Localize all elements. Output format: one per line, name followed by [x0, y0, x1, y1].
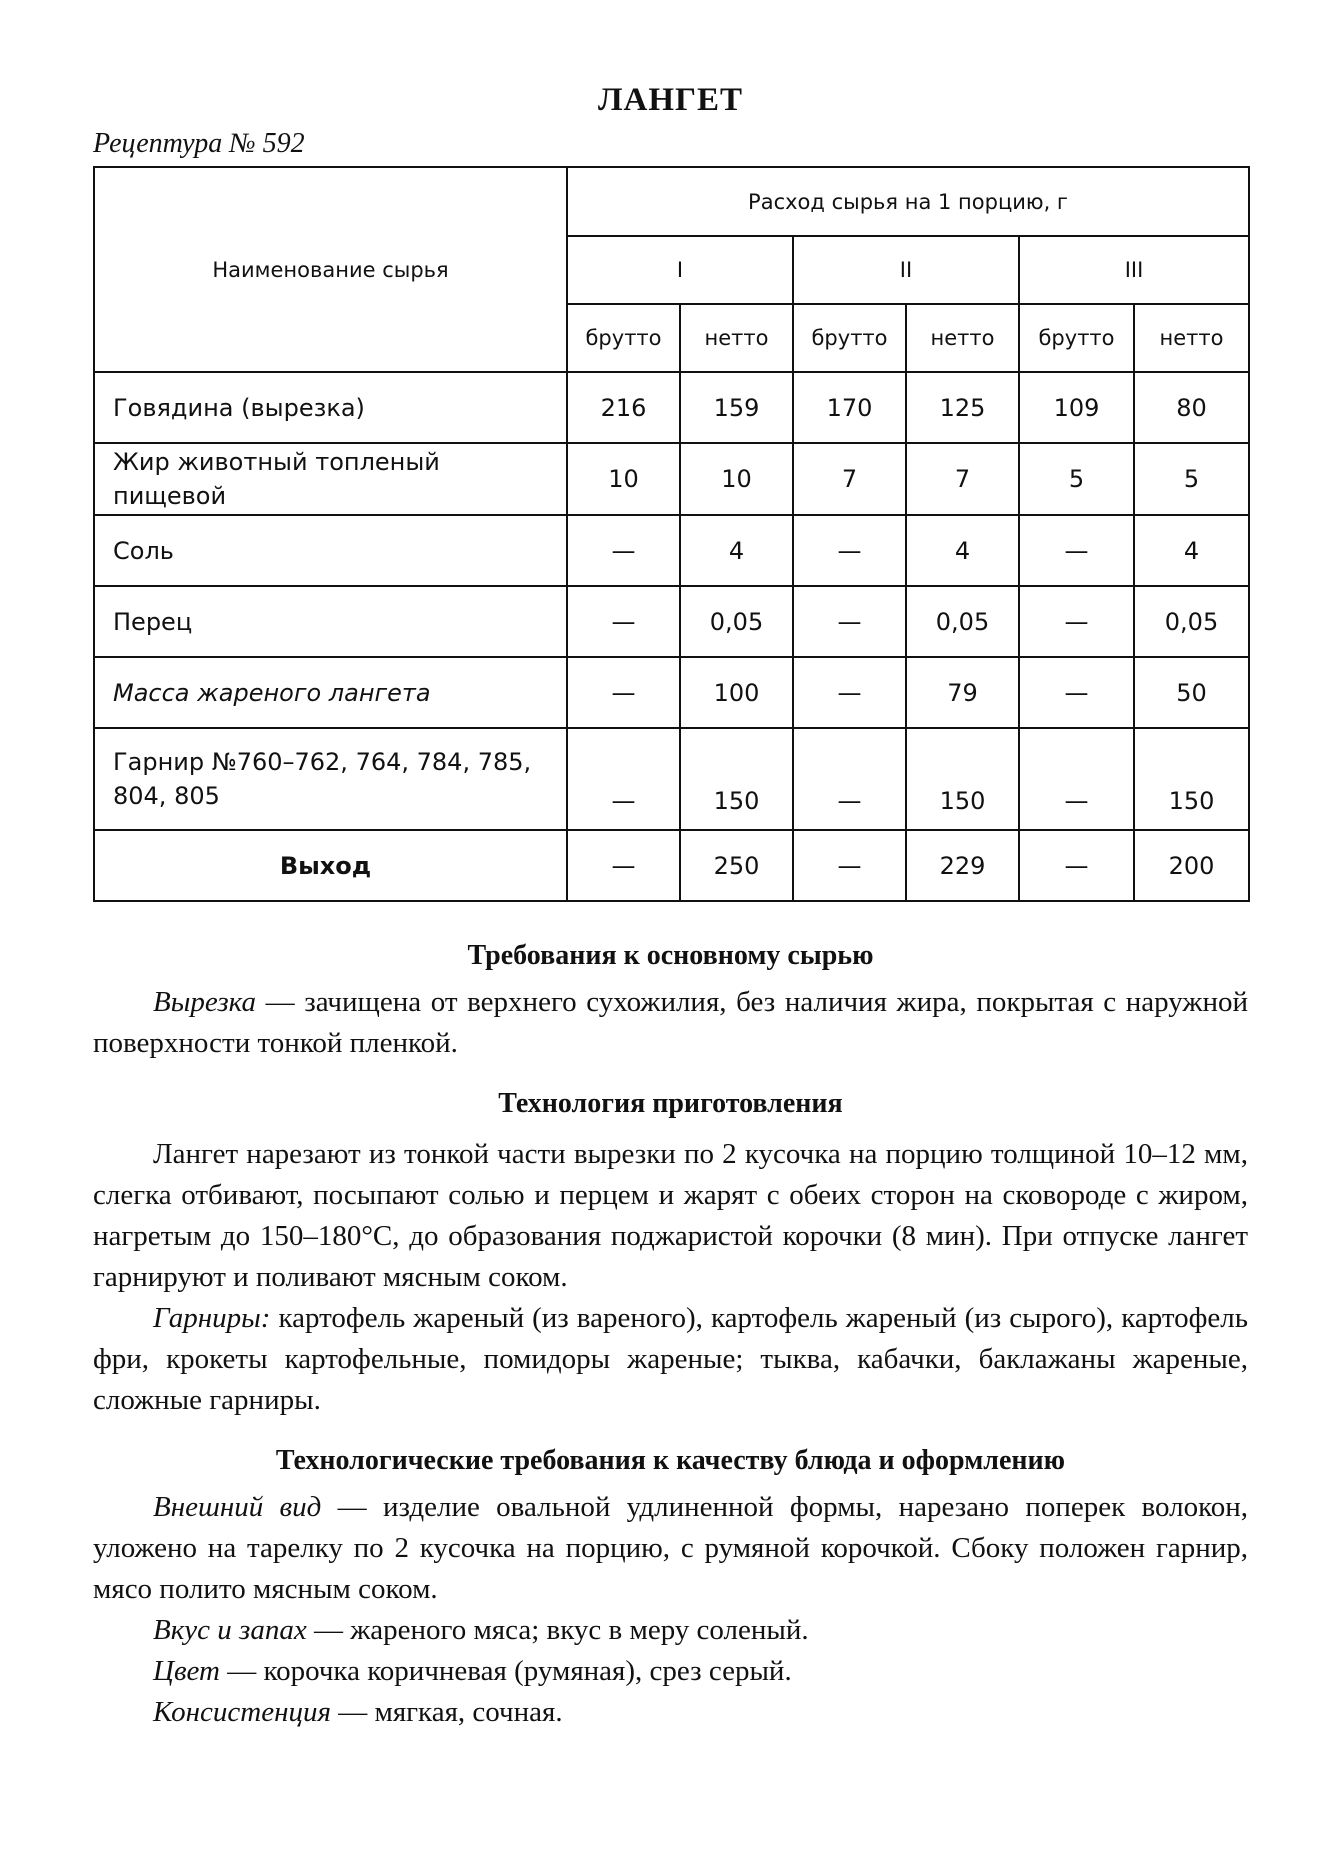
table-subheader: нетто — [1134, 304, 1249, 372]
table-cell: 150 — [906, 728, 1019, 830]
table-cell: 10 — [680, 443, 793, 515]
term-text: — мягкая, сочная. — [330, 1696, 563, 1728]
table-cell: 0,05 — [1134, 586, 1249, 657]
term-label: Цвет — [153, 1655, 220, 1687]
table-cell: 5 — [1134, 443, 1249, 515]
table-cell: 229 — [906, 830, 1019, 901]
term-text: — зачищена от верхнего сухожилия, без наличия жира, покрытая с наружной поверхности тонкой пленкой. — [93, 986, 1248, 1059]
raw-material-paragraph — [93, 982, 1248, 1064]
recipe-number: Рецептура № 592 — [93, 128, 305, 159]
term-label: Вкус и запах — [153, 1614, 307, 1646]
table-cell: — — [1019, 586, 1134, 657]
term-text: — изделие овальной удлиненной формы, нарезано поперек волокон, уложено на тарелку по 2 кусочка на порцию, с румяной корочкой. Сбоку положен гарнир, мясо полито мясным соком. — [93, 1491, 1248, 1605]
consistency-line — [93, 1692, 1248, 1733]
table-row — [94, 515, 1249, 586]
table-cell: 7 — [906, 443, 1019, 515]
table-cell: 50 — [1134, 657, 1249, 728]
table-cell: — — [793, 830, 906, 901]
table-row — [94, 830, 1249, 901]
term-label: Консистенция — [153, 1696, 331, 1728]
table-cell: — — [567, 728, 680, 830]
table-cell: — — [567, 657, 680, 728]
ingredient-name: Соль — [94, 515, 567, 586]
ingredient-name: Гарнир №760–762, 764, 784, 785, 804, 805 — [94, 728, 567, 830]
table-subheader: брутто — [793, 304, 906, 372]
garnish-paragraph — [93, 1298, 1248, 1421]
table-cell: — — [567, 515, 680, 586]
term-text: — корочка коричневая (румяная), срез серый. — [219, 1655, 792, 1687]
table-subheader: брутто — [1019, 304, 1134, 372]
table-cell: 125 — [906, 372, 1019, 443]
table-cell: 7 — [793, 443, 906, 515]
term-label: Внешний вид — [153, 1491, 322, 1523]
table-cell: 0,05 — [906, 586, 1019, 657]
table-row — [94, 586, 1249, 657]
table-cell: — — [793, 657, 906, 728]
table-header-column-1: I — [567, 236, 793, 304]
table-cell: 250 — [680, 830, 793, 901]
term-label: Вырезка — [153, 986, 257, 1018]
ingredient-name: Масса жареного лангета — [94, 657, 567, 728]
table-row — [94, 728, 1249, 830]
table-cell: — — [793, 586, 906, 657]
table-row — [94, 657, 1249, 728]
section-title-quality: Технологические требования к качеству блюда и оформлению — [275, 1445, 1066, 1476]
appearance-paragraph — [93, 1487, 1248, 1610]
table-cell: — — [1019, 728, 1134, 830]
table-subheader: нетто — [680, 304, 793, 372]
table-cell: 4 — [906, 515, 1019, 586]
table-cell: 216 — [567, 372, 680, 443]
table-cell: — — [1019, 515, 1134, 586]
technology-paragraph: Лангет нарезают из тонкой части вырезки по 2 кусочка на порцию толщиной 10–12 мм, слегка отбивают, посыпают солью и перцем и жарят с обеих сторон на сковороде с жиром, нагретым до 150–180°С, до образования поджаристой корочки (8 мин). При отпуске лангет гарнируют и поливают мясным соком. — [93, 1138, 1248, 1293]
table-cell: — — [793, 515, 906, 586]
table-cell: 0,05 — [680, 586, 793, 657]
table-row — [94, 372, 1249, 443]
table-cell: 80 — [1134, 372, 1249, 443]
table-cell: 4 — [680, 515, 793, 586]
table-cell: — — [793, 728, 906, 830]
table-header-name: Наименование сырья — [94, 167, 567, 372]
term-label: Гарниры: — [153, 1302, 271, 1334]
table-cell: 200 — [1134, 830, 1249, 901]
taste-line — [93, 1610, 1248, 1651]
table-cell: — — [1019, 830, 1134, 901]
dish-title: ЛАНГЕТ — [597, 82, 744, 118]
ingredient-name: Перец — [94, 586, 567, 657]
table-cell: 150 — [680, 728, 793, 830]
table-cell: 79 — [906, 657, 1019, 728]
table-header-column-3: III — [1019, 236, 1249, 304]
table-cell: 109 — [1019, 372, 1134, 443]
table-cell: 170 — [793, 372, 906, 443]
table-cell: 100 — [680, 657, 793, 728]
table-cell: 10 — [567, 443, 680, 515]
table-cell: — — [1019, 657, 1134, 728]
term-text: — жареного мяса; вкус в меру соленый. — [306, 1614, 809, 1646]
table-cell: 159 — [680, 372, 793, 443]
section-title-technology: Технология приготовления — [498, 1088, 843, 1119]
table-cell: — — [567, 586, 680, 657]
table-cell: — — [567, 830, 680, 901]
ingredient-name: Говядина (вырезка) — [94, 372, 567, 443]
section-title-raw: Требования к основному сырью — [467, 940, 874, 971]
table-subheader: брутто — [567, 304, 680, 372]
term-text: картофель жареный (из вареного), картофель жареный (из сырого), картофель фри, крокеты картофельные, помидоры жареные; тыква, кабачки, баклажаны жареные, сложные гарниры. — [93, 1302, 1248, 1416]
table-cell: 5 — [1019, 443, 1134, 515]
table-cell: 150 — [1134, 728, 1249, 830]
table-header-column-2: II — [793, 236, 1019, 304]
ingredient-name: Жир животный топленый пищевой — [94, 443, 567, 515]
document-page — [93, 60, 1248, 1733]
table-cell: 4 — [1134, 515, 1249, 586]
recipe-table — [93, 166, 1250, 902]
color-line — [93, 1651, 1248, 1692]
table-header-consumption: Расход сырья на 1 порцию, г — [567, 167, 1249, 236]
ingredient-name: Выход — [94, 830, 567, 901]
table-subheader: нетто — [906, 304, 1019, 372]
table-row — [94, 443, 1249, 515]
